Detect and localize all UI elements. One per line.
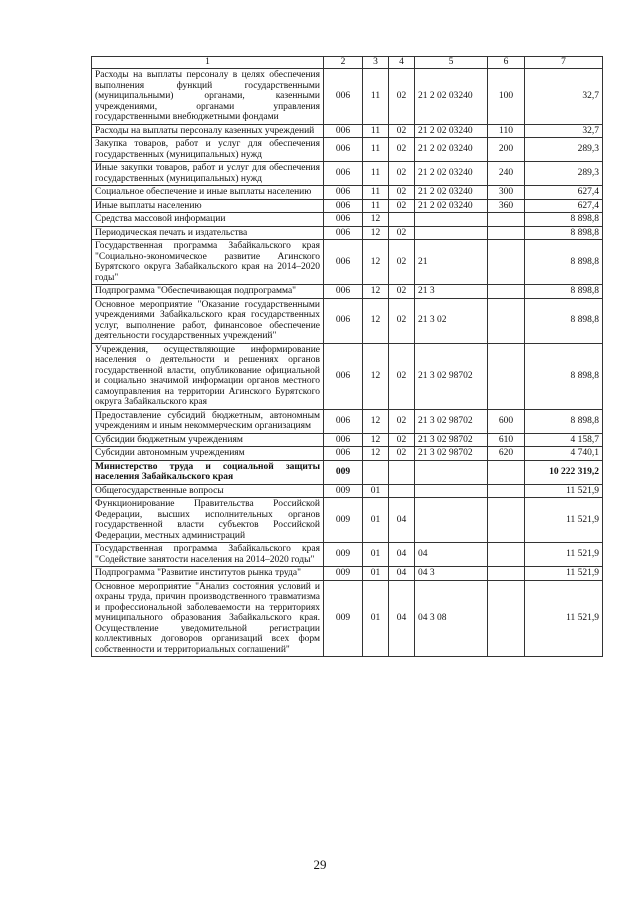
cell-name: Основное мероприятие "Анализ состояния условий и охраны труда, причин производственного травматизма и профессиональной заболеваемости на территориях муниципального образования Забайкальского края. Осуществление уведомительной регистрации коллективных договоров организаций всех форм собственности и территориальных соглашений" [92, 580, 324, 657]
cell-target-article: 04 3 08 [415, 580, 488, 657]
cell-section: 12 [363, 433, 389, 447]
cell-target-article: 21 3 02 98702 [415, 447, 488, 461]
cell-target-article [415, 484, 488, 498]
cell-expense-type [488, 285, 525, 299]
cell-section: 12 [363, 285, 389, 299]
cell-subsection: 02 [389, 138, 415, 162]
table-row [92, 199, 603, 213]
cell-expense-type: 360 [488, 199, 525, 213]
cell-section: 01 [363, 580, 389, 657]
cell-ministry-code: 009 [324, 460, 363, 484]
cell-target-article: 21 3 02 98702 [415, 433, 488, 447]
cell-section: 11 [363, 138, 389, 162]
cell-subsection: 02 [389, 162, 415, 186]
header-cell: 5 [415, 57, 488, 69]
cell-name: Социальное обеспечение и иные выплаты населению [92, 186, 324, 200]
cell-target-article: 21 3 02 98702 [415, 409, 488, 433]
table-header-row [92, 57, 603, 69]
cell-amount: 11 521,9 [525, 484, 603, 498]
cell-subsection: 02 [389, 433, 415, 447]
header-cell: 4 [389, 57, 415, 69]
cell-section: 01 [363, 567, 389, 581]
table-row [92, 567, 603, 581]
table-row [92, 580, 603, 657]
cell-section: 12 [363, 447, 389, 461]
cell-amount: 11 521,9 [525, 580, 603, 657]
cell-amount: 32,7 [525, 124, 603, 138]
table-row [92, 484, 603, 498]
cell-ministry-code: 009 [324, 543, 363, 567]
cell-expense-type [488, 580, 525, 657]
table-row [92, 409, 603, 433]
cell-amount: 32,7 [525, 69, 603, 125]
cell-expense-type [488, 460, 525, 484]
table-row [92, 447, 603, 461]
cell-subsection: 02 [389, 186, 415, 200]
header-cell: 1 [92, 57, 324, 69]
cell-amount: 11 521,9 [525, 567, 603, 581]
page-number: 29 [313, 857, 327, 872]
cell-section: 01 [363, 484, 389, 498]
cell-subsection: 02 [389, 343, 415, 409]
cell-expense-type [488, 567, 525, 581]
cell-amount: 8 898,8 [525, 343, 603, 409]
cell-target-article [415, 226, 488, 240]
cell-ministry-code: 006 [324, 409, 363, 433]
table-row [92, 543, 603, 567]
cell-amount: 8 898,8 [525, 226, 603, 240]
cell-ministry-code: 006 [324, 162, 363, 186]
cell-amount: 10 222 319,2 [525, 460, 603, 484]
cell-section: 12 [363, 409, 389, 433]
cell-subsection: 02 [389, 226, 415, 240]
cell-subsection [389, 460, 415, 484]
cell-amount: 8 898,8 [525, 240, 603, 285]
cell-section: 12 [363, 226, 389, 240]
cell-target-article: 21 2 02 03240 [415, 69, 488, 125]
cell-subsection [389, 213, 415, 227]
cell-subsection: 02 [389, 409, 415, 433]
cell-section: 11 [363, 69, 389, 125]
cell-ministry-code: 006 [324, 213, 363, 227]
cell-target-article: 21 3 02 [415, 298, 488, 343]
cell-expense-type [488, 226, 525, 240]
cell-section: 12 [363, 240, 389, 285]
cell-name: Подпрограмма "Развитие институтов рынка труда" [92, 567, 324, 581]
cell-target-article [415, 213, 488, 227]
cell-amount: 8 898,8 [525, 409, 603, 433]
cell-subsection: 02 [389, 298, 415, 343]
cell-subsection: 04 [389, 567, 415, 581]
cell-target-article: 21 2 02 03240 [415, 138, 488, 162]
cell-name: Государственная программа Забайкальского края "Социально-экономическое развитие Агинского Бурятского округа Забайкальского края на 2014–2020 годы" [92, 240, 324, 285]
cell-target-article: 21 2 02 03240 [415, 124, 488, 138]
cell-ministry-code: 006 [324, 447, 363, 461]
cell-expense-type [488, 298, 525, 343]
cell-target-article: 21 3 02 98702 [415, 343, 488, 409]
cell-expense-type: 610 [488, 433, 525, 447]
table-row [92, 69, 603, 125]
cell-target-article: 21 2 02 03240 [415, 186, 488, 200]
header-cell: 7 [525, 57, 603, 69]
cell-ministry-code: 006 [324, 138, 363, 162]
table-row [92, 433, 603, 447]
cell-expense-type [488, 240, 525, 285]
cell-target-article: 04 [415, 543, 488, 567]
budget-table [91, 56, 603, 657]
header-cell: 3 [363, 57, 389, 69]
cell-expense-type: 620 [488, 447, 525, 461]
cell-section: 12 [363, 298, 389, 343]
cell-amount: 8 898,8 [525, 213, 603, 227]
cell-amount: 627,4 [525, 186, 603, 200]
cell-amount: 11 521,9 [525, 543, 603, 567]
cell-expense-type [488, 543, 525, 567]
cell-amount: 4 158,7 [525, 433, 603, 447]
table-row [92, 285, 603, 299]
cell-subsection: 04 [389, 498, 415, 543]
header-cell: 6 [488, 57, 525, 69]
cell-target-article [415, 460, 488, 484]
cell-expense-type [488, 484, 525, 498]
cell-subsection: 04 [389, 580, 415, 657]
cell-section: 11 [363, 199, 389, 213]
cell-section: 11 [363, 124, 389, 138]
cell-subsection: 02 [389, 124, 415, 138]
cell-ministry-code: 006 [324, 240, 363, 285]
table-row [92, 138, 603, 162]
cell-target-article: 21 3 [415, 285, 488, 299]
header-cell: 2 [324, 57, 363, 69]
cell-section: 11 [363, 162, 389, 186]
cell-expense-type: 300 [488, 186, 525, 200]
cell-amount: 8 898,8 [525, 285, 603, 299]
cell-name: Закупка товаров, работ и услуг для обеспечения государственных (муниципальных) нужд [92, 138, 324, 162]
table-row [92, 213, 603, 227]
cell-target-article: 21 2 02 03240 [415, 162, 488, 186]
cell-ministry-code: 009 [324, 580, 363, 657]
cell-subsection [389, 484, 415, 498]
budget-table-page [91, 56, 602, 657]
cell-ministry-code: 006 [324, 226, 363, 240]
table-row [92, 498, 603, 543]
cell-section [363, 460, 389, 484]
cell-name: Расходы на выплаты персоналу в целях обеспечения выполнения функций государственными (муниципальными) органами, казенными учреждениями, органами управления государственными внебюджетными фондами [92, 69, 324, 125]
cell-section: 01 [363, 498, 389, 543]
cell-name: Субсидии автономным учреждениям [92, 447, 324, 461]
cell-subsection: 04 [389, 543, 415, 567]
cell-expense-type: 240 [488, 162, 525, 186]
cell-expense-type [488, 213, 525, 227]
cell-target-article: 21 [415, 240, 488, 285]
cell-expense-type [488, 343, 525, 409]
cell-expense-type: 600 [488, 409, 525, 433]
cell-amount: 289,3 [525, 138, 603, 162]
table-row [92, 124, 603, 138]
cell-ministry-code: 006 [324, 343, 363, 409]
cell-expense-type: 200 [488, 138, 525, 162]
cell-name: Подпрограмма "Обеспечивающая подпрограмма" [92, 285, 324, 299]
cell-target-article: 21 2 02 03240 [415, 199, 488, 213]
cell-ministry-code: 006 [324, 186, 363, 200]
cell-amount: 8 898,8 [525, 298, 603, 343]
cell-name: Основное мероприятие "Оказание государственными учреждениями Забайкальского края государственных услуг, выполнение работ, финансовое обеспечение деятельности государственных учреждений" [92, 298, 324, 343]
cell-ministry-code: 006 [324, 69, 363, 125]
cell-subsection: 02 [389, 199, 415, 213]
cell-target-article [415, 498, 488, 543]
cell-section: 01 [363, 543, 389, 567]
cell-amount: 627,4 [525, 199, 603, 213]
cell-ministry-code: 006 [324, 433, 363, 447]
table-row [92, 240, 603, 285]
table-row [92, 162, 603, 186]
cell-ministry-code: 006 [324, 124, 363, 138]
cell-name: Предоставление субсидий бюджетным, автономным учреждениям и иным некоммерческим организациям [92, 409, 324, 433]
cell-ministry-code: 006 [324, 285, 363, 299]
cell-name: Министерство труда и социальной защиты населения Забайкальского края [92, 460, 324, 484]
cell-ministry-code: 006 [324, 298, 363, 343]
cell-section: 12 [363, 343, 389, 409]
cell-amount: 289,3 [525, 162, 603, 186]
cell-ministry-code: 009 [324, 498, 363, 543]
cell-amount: 11 521,9 [525, 498, 603, 543]
table-row [92, 186, 603, 200]
cell-ministry-code: 009 [324, 567, 363, 581]
cell-name: Функционирование Правительства Российской Федерации, высших исполнительных органов государственной власти субъектов Российской Федерации, местных администраций [92, 498, 324, 543]
cell-subsection: 02 [389, 447, 415, 461]
cell-amount: 4 740,1 [525, 447, 603, 461]
cell-name: Субсидии бюджетным учреждениям [92, 433, 324, 447]
cell-name: Иные закупки товаров, работ и услуг для обеспечения государственных (муниципальных) нужд [92, 162, 324, 186]
cell-ministry-code: 006 [324, 199, 363, 213]
cell-expense-type: 100 [488, 69, 525, 125]
cell-name: Государственная программа Забайкальского края "Содействие занятости населения на 2014–2020 годы" [92, 543, 324, 567]
table-row [92, 343, 603, 409]
cell-ministry-code: 009 [324, 484, 363, 498]
cell-name: Периодическая печать и издательства [92, 226, 324, 240]
table-row [92, 298, 603, 343]
cell-subsection: 02 [389, 240, 415, 285]
cell-subsection: 02 [389, 69, 415, 125]
cell-expense-type [488, 498, 525, 543]
cell-subsection: 02 [389, 285, 415, 299]
cell-expense-type: 110 [488, 124, 525, 138]
table-row [92, 226, 603, 240]
cell-section: 12 [363, 213, 389, 227]
cell-name: Учреждения, осуществляющие информирование населения о деятельности и решениях органов государственной власти, опубликование официальной и социально значимой информации органов местного самоуправления на территории Агинского Бурятского округа Забайкальского края [92, 343, 324, 409]
cell-name: Средства массовой информации [92, 213, 324, 227]
cell-name: Иные выплаты населению [92, 199, 324, 213]
cell-section: 11 [363, 186, 389, 200]
table-row [92, 460, 603, 484]
cell-name: Расходы на выплаты персоналу казенных учреждений [92, 124, 324, 138]
cell-target-article: 04 3 [415, 567, 488, 581]
cell-name: Общегосударственные вопросы [92, 484, 324, 498]
